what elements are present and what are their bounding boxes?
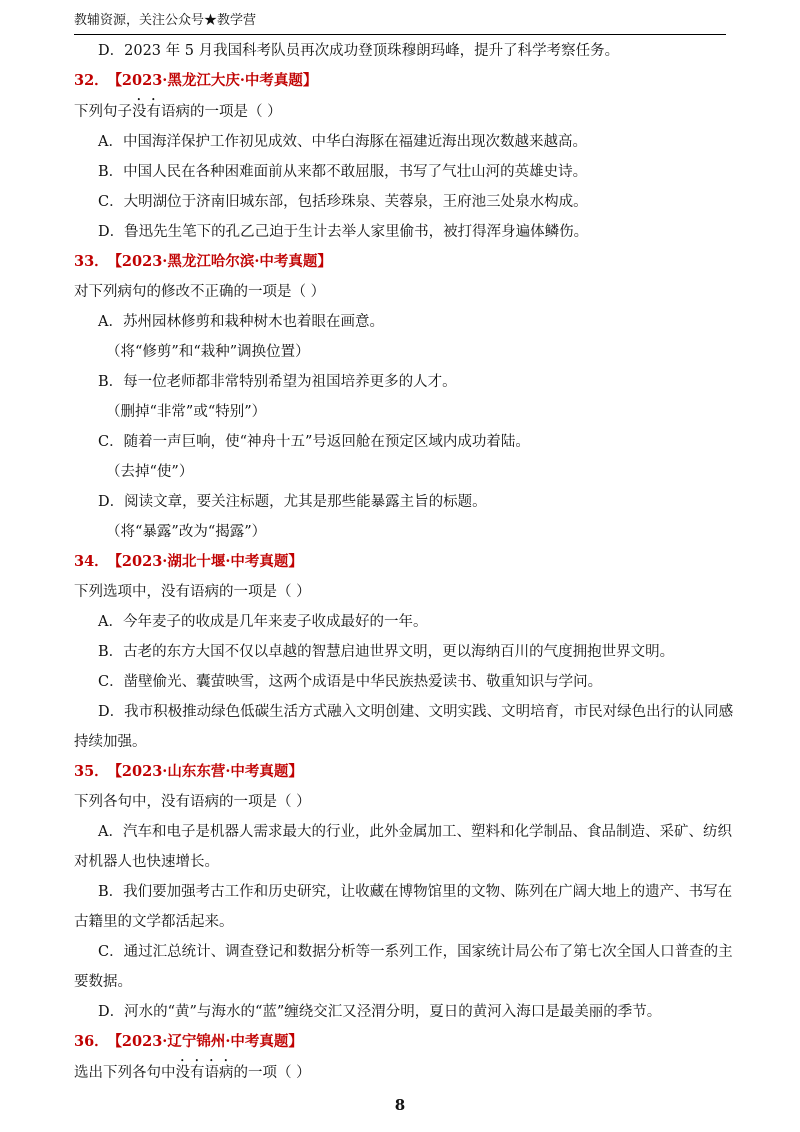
question-header: [74, 1027, 734, 1057]
stem-text: 语病的一项是（ ）: [161, 104, 282, 120]
page-number: 8: [394, 1096, 406, 1114]
answer-option: [74, 157, 734, 187]
revision-note: [74, 397, 734, 427]
question-stem: [74, 277, 734, 307]
option-text: D．阅读文章，要关注标题，尤其是那些能暴露主旨的标题。: [98, 494, 487, 510]
option-text: B．每一位老师都非常特别希望为祖国培养更多的人才。: [98, 374, 457, 390]
question-stem: [74, 1057, 734, 1088]
question-source: 【2023·湖北十堰·中考真题】: [114, 553, 303, 570]
answer-option: [74, 637, 734, 667]
option-continuation: [74, 967, 734, 997]
answer-option: [74, 997, 734, 1027]
revision-note: [74, 457, 734, 487]
answer-option: [74, 217, 734, 247]
stem-text: 下列各句中，没有语病的一项是（ ）: [74, 794, 311, 810]
question-number: 33．: [74, 253, 109, 270]
stem-text: 的一项（ ）: [233, 1065, 311, 1081]
answer-option: [74, 427, 734, 457]
stem-text: 下列选项中，没有语病的一项是（ ）: [74, 584, 311, 600]
note-text: （将“修剪”和“栽种”调换位置）: [106, 344, 310, 360]
question-source: 【2023·黑龙江哈尔滨·中考真题】: [114, 253, 332, 270]
question-header: [74, 66, 734, 96]
option-continuation: [74, 727, 734, 757]
option-continuation: [74, 907, 734, 937]
answer-option: [74, 667, 734, 697]
answer-option: [74, 697, 734, 727]
note-text: （删掉“非常”或“特别”）: [106, 404, 267, 420]
option-text: A．苏州园林修剪和栽种树木也着眼在画意。: [98, 314, 384, 330]
question-number: 34．: [74, 553, 109, 570]
page-header: 教辅资源，关注公众号★教学营: [74, 13, 257, 28]
option-text: 要数据。: [74, 974, 132, 990]
question-stem: [74, 787, 734, 817]
stem-text: 选出下列各句中: [74, 1065, 176, 1081]
question-source: 【2023·山东东营·中考真题】: [114, 763, 303, 780]
answer-option: [74, 877, 734, 907]
answer-option: [74, 307, 734, 337]
option-text: A．今年麦子的收成是几年来麦子收成最好的一年。: [98, 614, 428, 630]
revision-note: [74, 337, 734, 367]
option-text: D．河水的“黄”与海水的“蓝”缠绕交汇又泾渭分明，夏日的黄河入海口是最美丽的季节。: [98, 1004, 662, 1020]
option-text: D．2023 年 5 月我国科考队员再次成功登顶珠穆朗玛峰，提升了科学考察任务。: [98, 43, 620, 59]
option-text: B．我们要加强考古工作和历史研究，让收藏在博物馆里的文物、陈列在广阔大地上的遗产、书写在: [98, 884, 733, 900]
option-text: B．中国人民在各种困难面前从来都不敢屈服，书写了气壮山河的英雄史诗。: [98, 164, 588, 180]
option-text: C．通过汇总统计、调查登记和数据分析等一系列工作，国家统计局公布了第七次全国人口普查的主: [98, 944, 733, 960]
answer-option: [74, 187, 734, 217]
option-text: D．我市积极推动绿色低碳生活方式融入文明创建、文明实践、文明培育，市民对绿色出行的认同感: [98, 704, 734, 720]
answer-option: [74, 36, 734, 66]
question-source: 【2023·辽宁锦州·中考真题】: [114, 1033, 303, 1050]
header-divider: [74, 34, 726, 35]
answer-option: [74, 487, 734, 517]
question-stem: [74, 577, 734, 607]
option-text: C．随着一声巨响，使“神舟十五”号返回舱在预定区域内成功着陆。: [98, 434, 530, 450]
option-text: A．汽车和电子是机器人需求最大的行业，此外金属加工、塑料和化学制品、食品制造、采矿、纺织: [98, 824, 732, 840]
note-text: （将“暴露”改为“揭露”）: [106, 524, 267, 540]
answer-option: [74, 367, 734, 397]
option-text: 持续加强。: [74, 734, 147, 750]
document-body: [74, 36, 734, 1088]
option-continuation: [74, 847, 734, 877]
option-text: 对机器人也快速增长。: [74, 854, 219, 870]
answer-option: [74, 607, 734, 637]
answer-option: [74, 127, 734, 157]
question-number: 32．: [74, 72, 109, 89]
emphasis-text: 没有语病: [175, 1065, 234, 1081]
question-stem: [74, 96, 734, 127]
answer-option: [74, 817, 734, 847]
stem-text: 下列句子: [74, 104, 132, 120]
option-text: C．大明湖位于济南旧城东部，包括珍珠泉、芙蓉泉，王府池三处泉水构成。: [98, 194, 588, 210]
option-text: D．鲁迅先生笔下的孔乙己迫于生计去举人家里偷书，被打得浑身遍体鳞伤。: [98, 224, 589, 240]
question-header: [74, 247, 734, 277]
question-header: [74, 547, 734, 577]
option-text: B．古老的东方大国不仅以卓越的智慧启迪世界文明，更以海纳百川的气度拥抱世界文明。: [98, 644, 675, 660]
question-number: 36．: [74, 1033, 109, 1050]
note-text: （去掉“使”）: [106, 464, 194, 480]
question-header: [74, 757, 734, 787]
emphasis-text: 没有: [132, 104, 161, 120]
stem-text: 对下列病句的修改不正确的一项是（ ）: [74, 284, 326, 300]
option-text: C．凿壁偷光、囊萤映雪，这两个成语是中华民族热爱读书、敬重知识与学问。: [98, 674, 603, 690]
option-text: A．中国海洋保护工作初见成效、中华白海豚在福建近海出现次数越来越高。: [98, 134, 587, 150]
answer-option: [74, 937, 734, 967]
revision-note: [74, 517, 734, 547]
question-number: 35．: [74, 763, 109, 780]
option-text: 古籍里的文学都活起来。: [74, 914, 234, 930]
question-source: 【2023·黑龙江大庆·中考真题】: [114, 72, 318, 89]
